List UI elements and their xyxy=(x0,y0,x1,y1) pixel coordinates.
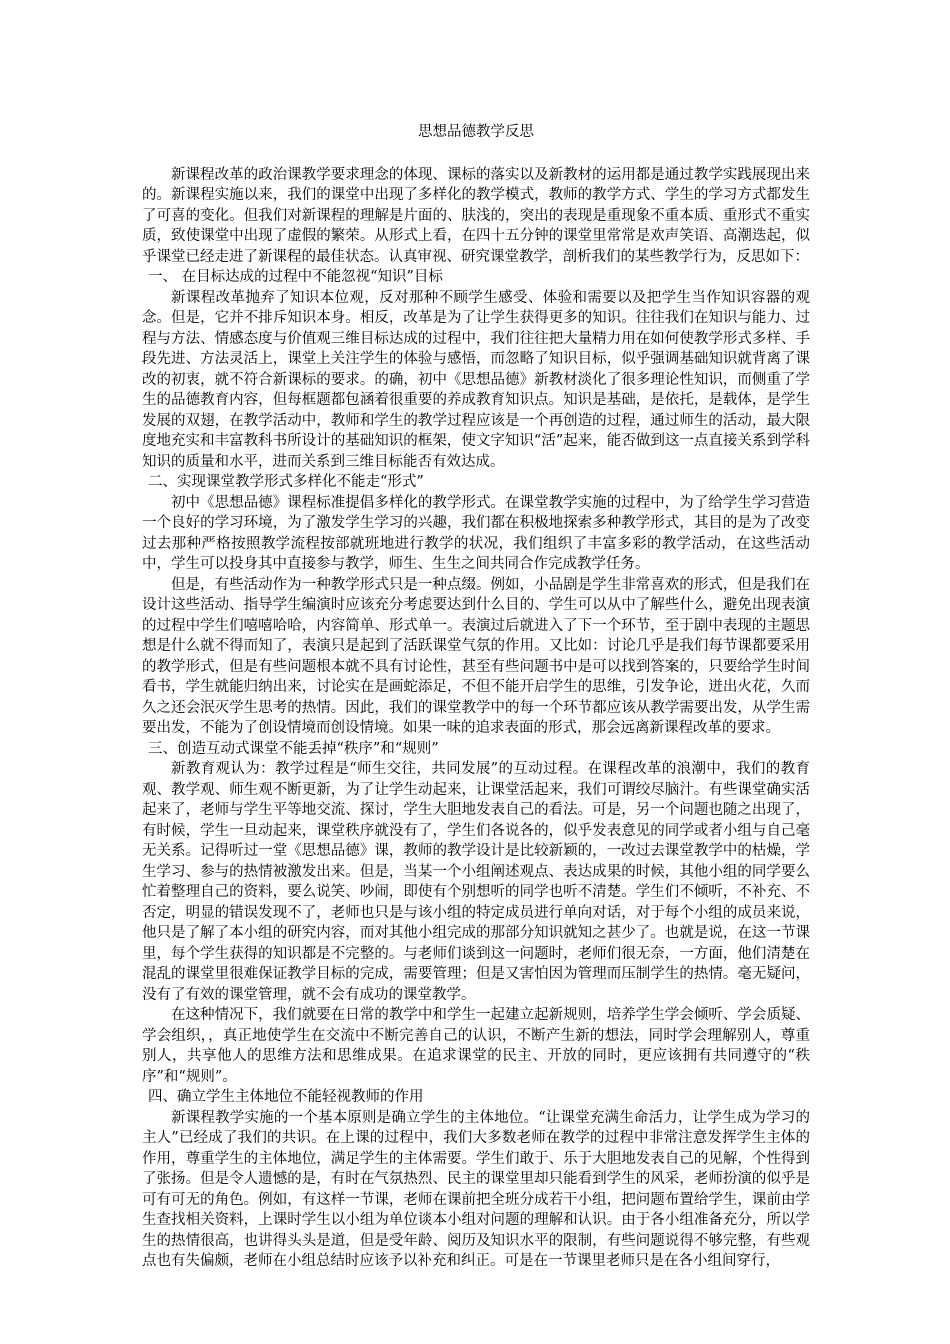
document-page xyxy=(142,122,810,1272)
intro-paragraph: 新课程改革的政治课教学要求理念的体现、课标的落实以及新教材的运用都是通过教学实践展现出来的。新课程实施以来，我们的课堂中出现了多样化的教学模式，教师的教学方式、学生的学习方式都发生了可喜的变化。但我们对新课程的理解是片面的、肤浅的，突出的表现是重现象不重本质、重形式不重实质，致使课堂中出现了虚假的繁荣。从形式上看，在四十五分钟的课堂里常常是欢声笑语、高潮迭起，似乎课堂已经走进了新课程的最佳状态。认真审视、研究课堂教学，剖析我们的某些教学行为，反思如下： xyxy=(142,166,810,265)
section-2-heading: 二、实现课堂教学形式多样化不能走“形式” xyxy=(148,474,424,490)
section-3-paragraph-1: 新教育观认为：教学过程是“师生交往，共同发展”的互动过程。在课程改革的浪潮中，我们的教育观、教学观、师生观不断更新，为了让学生动起来，让课堂活起来，我们可谓绞尽脑汁。有些课堂确实活起来了，老师与学生平等地交流、探讨，学生大胆地发表自己的看法。可是，另一个问题也随之出现了，有时候，学生一旦动起来，课堂秩序就没有了，学生们各说各的，似乎发表意见的同学或者小组与自己毫无关系。记得听过一堂《思想品德》课，教师的教学设计是比较新颖的，一改过去课堂教学中的枯燥，学生学习、参与的热情被激发出来。但是，当某一个小组阐述观点、表达成果的时候，其他小组的同学要么忙着整理自己的资料，要么说笑、吵闹，即使有个别想听的同学也听不清楚。学生们不倾听，不补充、不否定，明显的错误发现不了，老师也只是与该小组的特定成员进行单向对话，对于每个小组的成员来说，他只是了解了本小组的研究内容，而对其他小组完成的那部分知识就知之甚少了。也就是说，在这一节课里，每个学生获得的知识都是不完整的。与老师们谈到这一问题时，老师们很无奈，一方面，他们清楚在混乱的课堂里很难保证教学目标的完成，需要管理；但是又害怕因为管理而压制学生的热情。毫无疑问，没有了有效的课堂管理，就不会有成功的课堂教学。 xyxy=(142,761,810,1003)
section-4-heading: 四、确立学生主体地位不能轻视教师的作用 xyxy=(148,1089,424,1105)
section-3-paragraph-2: 在这种情况下，我们就要在日常的教学中和学生一起建立起新规则，培养学生学会倾听、学会质疑、学会组织，，真正地使学生在交流中不断完善自己的认识，不断产生新的想法，同时学会理解别人，尊重别人，共享他人的思维方法和思维成果。在追求课堂的民主、开放的同时，更应该拥有共同遵守的“秩序”和“规则”。 xyxy=(142,1007,810,1085)
section-3-heading: 三、创造互动式课堂不能丢掉“秩序”和“规则” xyxy=(148,740,439,757)
section-4-paragraph-1: 新课程教学实施的一个基本原则是确立学生的主体地位。“让课堂充满生命活力，让学生成为学习的主人”已经成了我们的共识。在上课的过程中，我们大多数老师在教学的过程中非常注意发挥学生主体的作用，尊重学生的主体地位，满足学生的主体需要。学生们敢于、乐于大胆地发表自己的见解，个性得到了张扬。但是令人遗憾的是，有时在气氛热烈、民主的课堂里却只能看到学生的风采，老师扮演的似乎是可有可无的角色。例如，有这样一节课，老师在课前把全班分成若干小组，把问题布置给学生，课前由学生查找相关资料，上课时学生以小组为单位谈本小组对问题的理解和认识。由于各小组准备充分，所以学生的热情很高，也讲得头头是道，但是受年龄、阅历及知识水平的限制，有些问题说得不够完整，有些观点也有失偏颇，老师在小组总结时应该予以补充和纠正。可是在一节课里老师只是在各小组间穿行， xyxy=(142,1109,810,1269)
section-2-paragraph-2: 但是，有些活动作为一种教学形式只是一种点缀。例如，小品剧是学生非常喜欢的形式，但是我们在设计这些活动、指导学生编演时应该充分考虑要达到什么目的、学生可以从中了解些什么，避免出现表演的过程中学生们嘻嘻哈哈，内容简单、形式单一。表演过后就进入了下一个环节，至于剧中表现的主题思想是什么就不得而知了，表演只是起到了活跃课堂气氛的作用。又比如：讨论几乎是我们每节课都要采用的教学形式，但是有些问题根本就不具有讨论性，甚至有些问题书中是可以找到答案的，只要给学生时间看书，学生就能归纳出来，讨论实在是画蛇添足，不但不能开启学生的思维，引发争论，迸出火花，久而久之还会泯灭学生思考的热情。因此，我们的课堂教学中的每一个环节都应该从教学需要出发，从学生需要出发，不能为了创设情境而创设情境。如果一味的追求表面的形式，那会远离新课程改革的要求。 xyxy=(142,576,810,736)
section-2-paragraph-1: 初中《思想品德》课程标准提倡多样化的教学形式。在课堂教学实施的过程中，为了给学生学习营造一个良好的学习环境，为了激发学生学习的兴趣，我们都在积极地探索多种教学形式，其目的是为了改变过去那种严格按照教学流程按部就班地进行教学的状况，我们组织了丰富多彩的教学活动，在这些活动中，学生可以投身其中直接参与教学，师生、生生之间共同合作完成教学任务。 xyxy=(142,494,810,572)
section-1-heading: 一、 在目标达成的过程中不能忽视“知识”目标 xyxy=(148,269,443,285)
document-title: 思想品德教学反思 xyxy=(418,124,534,140)
section-1-paragraph-1: 新课程改革抛弃了知识本位观，反对那种不顾学生感受、体验和需要以及把学生当作知识容器的观念。但是，它并不排斥知识本身。相反，改革是为了让学生获得更多的知识。往往我们在知识与能力、过程与方法、情感态度与价值观三维目标达成的过程中，我们往往把大量精力用在如何使教学形式多样、手段先进、方法灵活上，课堂上关注学生的体验与感悟，而忽略了知识目标，似乎强调基础知识就背离了课改的初衷，就不符合新课标的要求。的确，初中《思想品德》新教材淡化了很多理论性知识，而侧重了学生的品德教育内容，但每框题都包涵着很重要的养成教育知识点。知识是基础，是依托，是载体，是学生发展的双翅，在教学活动中，教师和学生的教学过程应该是一个再创造的过程，通过师生的活动，最大限度地充实和丰富教科书所设计的基础知识的框架，使文字知识“活”起来，能否做到这一点直接关系到学科知识的质量和水平，进而关系到三维目标能否有效达成。 xyxy=(142,289,810,470)
